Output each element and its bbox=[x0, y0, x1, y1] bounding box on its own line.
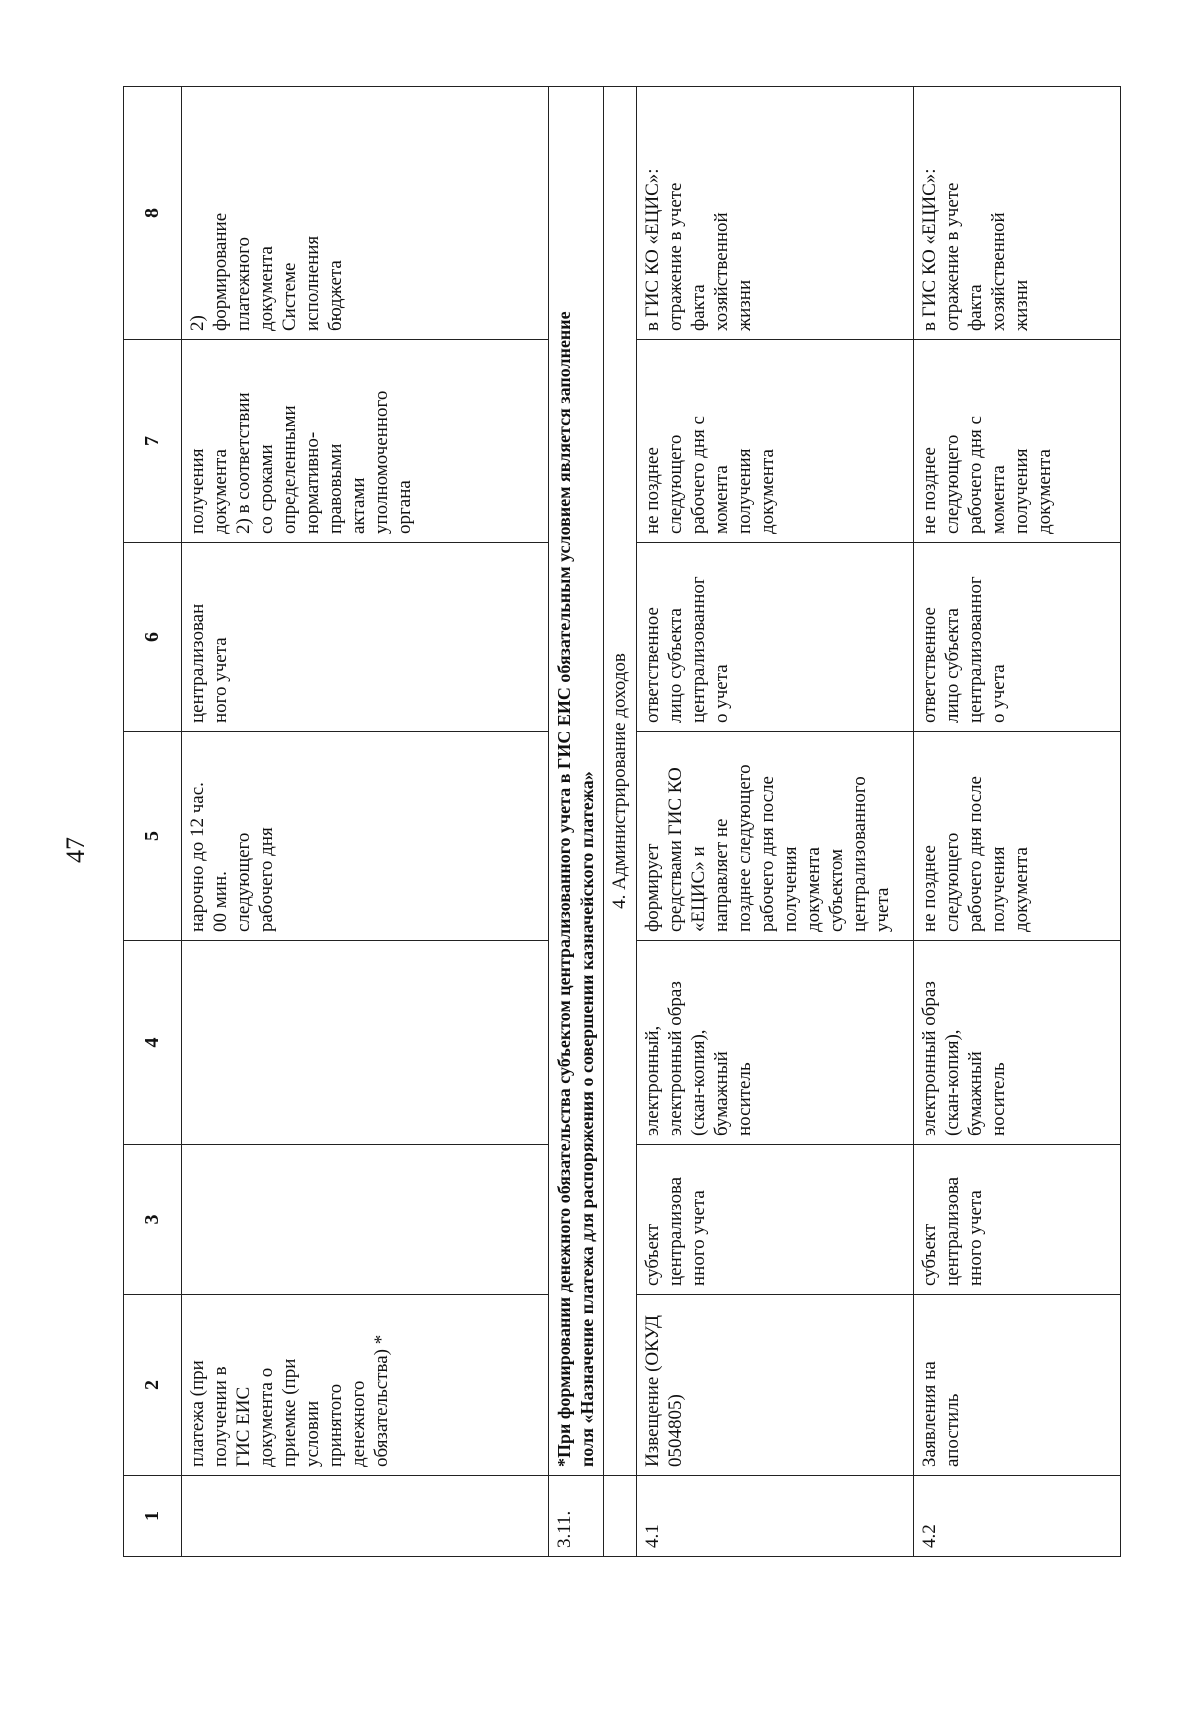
cell-responsible bbox=[637, 1145, 914, 1295]
cell-line: бумажный bbox=[711, 1051, 732, 1136]
cell-document-name bbox=[914, 1295, 1121, 1476]
cell-line: субъектом bbox=[826, 848, 847, 932]
cell-line: момента bbox=[988, 465, 1009, 534]
cell-line: направляет не bbox=[711, 818, 732, 932]
cell-line: (скан-копия), bbox=[688, 1029, 709, 1136]
header-cell-5: 5 bbox=[124, 732, 182, 941]
cell-format bbox=[637, 941, 914, 1145]
table-row-note bbox=[549, 87, 604, 1557]
cell-line: нормативно- bbox=[302, 431, 323, 534]
cell-line: (скан-копия), bbox=[942, 1029, 963, 1136]
cell-format bbox=[182, 941, 549, 1145]
cell-processing-deadline bbox=[914, 340, 1121, 543]
cell-line: отражение в учете bbox=[942, 182, 963, 331]
cell-line: рабочего дня с bbox=[688, 416, 709, 534]
cell-line: Системе bbox=[279, 262, 300, 331]
cell-line: уполномоченного bbox=[371, 390, 392, 534]
cell-line: отражение в учете bbox=[665, 182, 686, 331]
section-title: 4. Администрирование доходов bbox=[604, 87, 637, 1476]
page-number: 47 bbox=[61, 837, 90, 863]
cell-responsible bbox=[182, 1145, 549, 1295]
cell-line: апостиль bbox=[942, 1393, 963, 1467]
section-row bbox=[604, 87, 637, 1557]
cell-result bbox=[182, 87, 549, 340]
cell-line: бумажный bbox=[965, 1051, 986, 1136]
cell-line: получения bbox=[780, 846, 801, 932]
cell-number: 4.1 bbox=[637, 1476, 914, 1557]
header-cell-6: 6 bbox=[124, 543, 182, 732]
cell-line: средствами ГИС КО bbox=[665, 767, 686, 932]
cell-line: обязательства) * bbox=[371, 1334, 392, 1467]
cell-line: исполнения bbox=[302, 235, 323, 331]
cell-deadline bbox=[182, 732, 549, 941]
cell-deadline bbox=[914, 732, 1121, 941]
cell-line: электронный, bbox=[642, 1025, 663, 1136]
cell-line: следующего bbox=[942, 434, 963, 534]
cell-line: факта bbox=[965, 284, 986, 331]
cell-result bbox=[637, 87, 914, 340]
cell-line: централизова bbox=[942, 1176, 963, 1286]
cell-line: факта bbox=[688, 284, 709, 331]
cell-line: нного учета bbox=[965, 1190, 986, 1286]
cell-line: ответственное bbox=[919, 607, 940, 723]
cell-line: документа bbox=[210, 449, 231, 534]
cell-line: о учета bbox=[988, 664, 1009, 723]
cell-processing-deadline bbox=[182, 340, 549, 543]
cell-line: хозяйственной bbox=[711, 212, 732, 331]
cell-line: не позднее bbox=[919, 447, 940, 534]
header-cell-1: 1 bbox=[124, 1476, 182, 1557]
cell-receiver bbox=[637, 543, 914, 732]
cell-number: 4.2 bbox=[914, 1476, 1121, 1557]
cell-line: субъект bbox=[919, 1223, 940, 1286]
cell-receiver bbox=[182, 543, 549, 732]
cell-number bbox=[182, 1476, 549, 1557]
cell-line: 00 мин. bbox=[210, 871, 231, 932]
cell-line: определенными bbox=[279, 405, 300, 534]
cell-line: ответственное bbox=[642, 607, 663, 723]
cell-line: нного учета bbox=[688, 1190, 709, 1286]
cell-receiver bbox=[914, 543, 1121, 732]
cell-line: рабочего дня с bbox=[965, 416, 986, 534]
cell-deadline bbox=[637, 732, 914, 941]
table-row bbox=[637, 87, 914, 1557]
cell-line: жизни bbox=[1011, 279, 1032, 331]
cell-line: бюджета bbox=[325, 260, 346, 331]
cell-line: централизова bbox=[665, 1176, 686, 1286]
cell-line: хозяйственной bbox=[988, 212, 1009, 331]
cell-line: платежа (при bbox=[187, 1360, 208, 1467]
table-row bbox=[914, 87, 1121, 1557]
cell-document-name bbox=[637, 1295, 914, 1476]
cell-line: не позднее bbox=[919, 845, 940, 932]
cell-line: денежного bbox=[348, 1380, 369, 1467]
cell-line: в ГИС КО «ЕЦИС»: bbox=[919, 168, 940, 331]
cell-format bbox=[914, 941, 1121, 1145]
cell-line: носитель bbox=[988, 1062, 1009, 1136]
cell-line: централизованного bbox=[849, 776, 870, 932]
cell-processing-deadline bbox=[637, 340, 914, 543]
header-cell-8: 8 bbox=[124, 87, 182, 340]
cell-result bbox=[914, 87, 1121, 340]
cell-line: получении в bbox=[210, 1366, 231, 1467]
cell-line: электронный образ bbox=[665, 981, 686, 1136]
cell-line: «ЕЦИС» и bbox=[688, 846, 709, 932]
cell-line: со сроками bbox=[256, 444, 277, 534]
cell-line: учета bbox=[872, 887, 893, 932]
header-row bbox=[124, 87, 182, 1557]
cell-line: носитель bbox=[734, 1062, 755, 1136]
cell-line: получения bbox=[734, 448, 755, 534]
cell-line: приемке (при bbox=[279, 1358, 300, 1467]
note-text bbox=[549, 87, 604, 1476]
cell-line: лицо субъекта bbox=[942, 608, 963, 723]
cell-line: *При формировании денежного обязательства субъектом централизованного учета в ГИС ЕИС обязательным условием является заполнение bbox=[554, 311, 574, 1467]
cell-document-name bbox=[182, 1295, 549, 1476]
cell-line: субъект bbox=[642, 1223, 663, 1286]
cell-line: рабочего дня после bbox=[757, 776, 778, 932]
cell-line: момента bbox=[711, 465, 732, 534]
header-cell-3: 3 bbox=[124, 1145, 182, 1295]
cell-line: централизованног bbox=[688, 576, 709, 723]
cell-line: электронный образ bbox=[919, 981, 940, 1136]
cell-line: Извещение (ОКУД bbox=[642, 1315, 663, 1467]
cell-line: поля «Назначение платежа для распоряжения о совершении казначейского платежа» bbox=[577, 771, 597, 1467]
cell-responsible bbox=[914, 1145, 1121, 1295]
cell-line: позднее следующего bbox=[734, 764, 755, 932]
cell-line: документа bbox=[803, 847, 824, 932]
cell-line: формирование bbox=[210, 212, 231, 331]
cell-line: получения bbox=[1011, 448, 1032, 534]
cell-line: органа bbox=[394, 480, 415, 534]
cell-line: рабочего дня bbox=[256, 827, 277, 932]
cell-line: условии bbox=[302, 1400, 323, 1467]
cell-line: о учета bbox=[711, 664, 732, 723]
cell-line: документа bbox=[256, 246, 277, 331]
cell-line: получения bbox=[187, 448, 208, 534]
cell-line: формирует bbox=[642, 843, 663, 932]
cell-line: в ГИС КО «ЕЦИС»: bbox=[642, 168, 663, 331]
document-table bbox=[123, 86, 1121, 1557]
section-empty-cell bbox=[604, 1476, 637, 1557]
cell-line: актами bbox=[348, 477, 369, 534]
cell-line: правовыми bbox=[325, 443, 346, 534]
cell-line: нарочно до 12 час. bbox=[187, 782, 208, 932]
table-row-continuation bbox=[182, 87, 549, 1557]
cell-line: документа bbox=[1011, 847, 1032, 932]
cell-line: принятого bbox=[325, 1383, 346, 1467]
cell-line: получения bbox=[988, 846, 1009, 932]
cell-line: ГИС ЕИС bbox=[233, 1386, 254, 1467]
cell-line: платежного bbox=[233, 237, 254, 331]
cell-line: Заявления на bbox=[919, 1361, 940, 1467]
cell-line: 2) в соответствии bbox=[233, 392, 254, 534]
cell-line: рабочего дня после bbox=[965, 776, 986, 932]
cell-line: 2) bbox=[187, 315, 208, 331]
cell-line: жизни bbox=[734, 279, 755, 331]
cell-line: не позднее bbox=[642, 447, 663, 534]
cell-number: 3.11. bbox=[549, 1476, 604, 1557]
cell-line: 0504805) bbox=[665, 1394, 686, 1467]
cell-line: документа о bbox=[256, 1367, 277, 1467]
cell-line: лицо субъекта bbox=[665, 608, 686, 723]
cell-line: следующего bbox=[233, 832, 254, 932]
cell-line: ного учета bbox=[210, 637, 231, 723]
cell-line: централизован bbox=[187, 603, 208, 723]
rotated-table-wrapper bbox=[123, 87, 1153, 1557]
header-cell-2: 2 bbox=[124, 1295, 182, 1476]
cell-line: следующего bbox=[665, 434, 686, 534]
header-cell-7: 7 bbox=[124, 340, 182, 543]
cell-line: централизованног bbox=[965, 576, 986, 723]
cell-line: документа bbox=[1034, 449, 1055, 534]
cell-line: документа bbox=[757, 449, 778, 534]
cell-line: следующего bbox=[942, 832, 963, 932]
header-cell-4: 4 bbox=[124, 941, 182, 1145]
